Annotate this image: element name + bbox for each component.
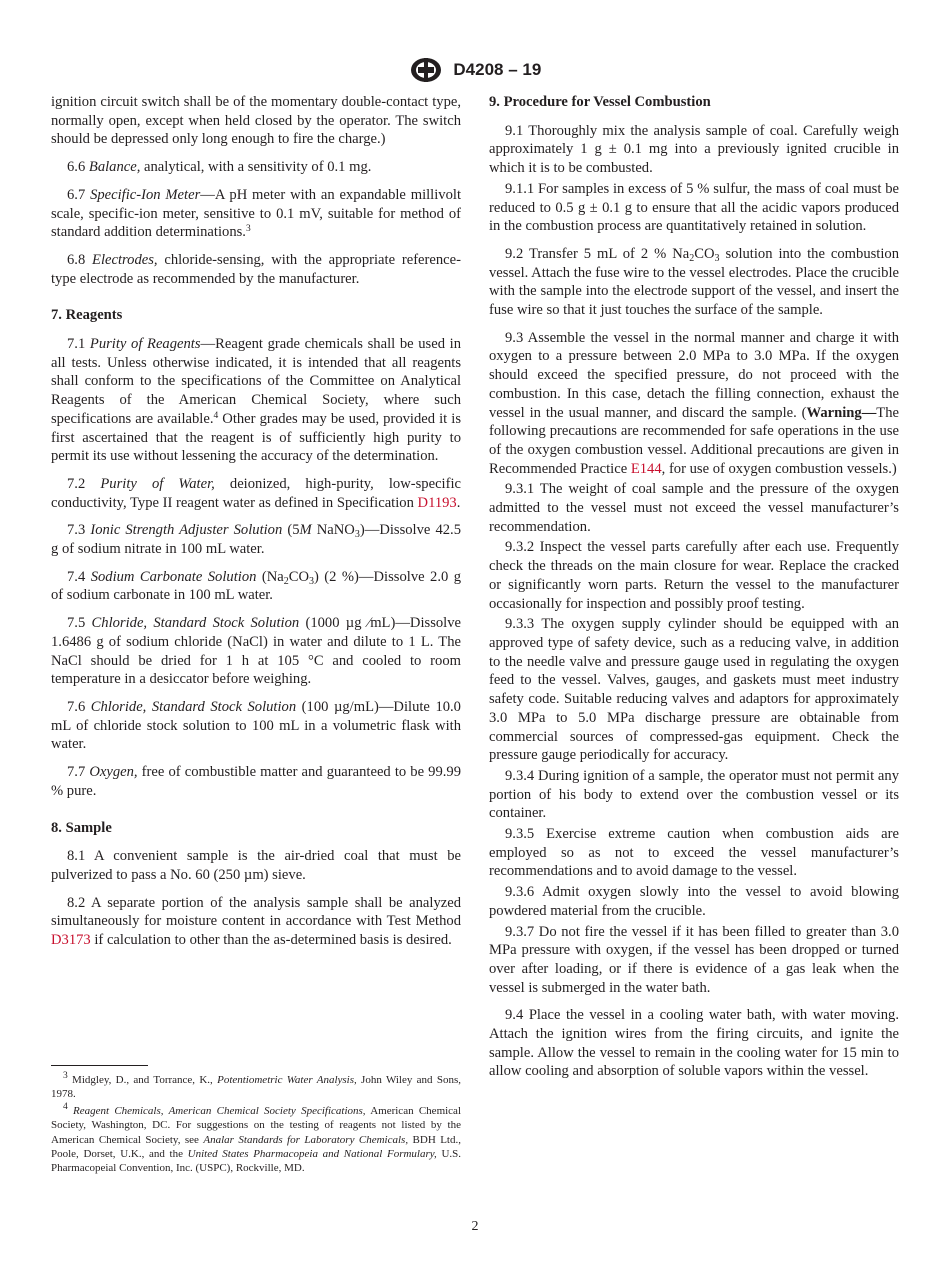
paragraph-7-2: 7.2 Purity of Water, deionized, high-purity, low-specific conductivity, Type II reagent water as defined in Specification D1193. [51, 475, 462, 511]
footnote-3: $^3$ Midgley, D., and Torrance, K., Potentiometric Water Analysis, John Wiley and Sons, 1978. [51, 1071, 461, 1101]
paragraph-6-6: 6.6 Balance, analytical, with a sensitivity of 0.1 mg. [67, 159, 372, 176]
paragraph-8-1: 8.1 A convenient sample is the air-dried coal that must be pulverized to pass a No. 60 (250 µm) sieve. [51, 848, 461, 883]
paragraph-9-4: 9.4 Place the vessel in a cooling water bath, with water moving. Attach the ignition wires from the firing circuits, and ignite the sample. Allow the vessel to remain in the cooling water for 15 min to allow cooling and absorption of soluble vapors within the vessel. [489, 1007, 899, 1080]
paragraph-9-3-7: 9.3.7 Do not fire the vessel if it has been filled to greater than 3.0 MPa pressure with oxygen, if the vessel has been dropped or turned over after loading, or if there is evidence of a gas leak when the vessel is submerged in the water bath. [489, 923, 899, 996]
left-column [51, 93, 461, 959]
astm-logo-icon [409, 56, 443, 84]
paragraph-9-3-3: 9.3.3 The oxygen supply cylinder should be equipped with an approved type of safety device, such as a reducing valve, in addition to the needle valve and pressure gauge used in regulating the oxygen feed to the vessel. Valves, gauges, and gaskets must meet industry safety code. Suitable reducing valves and adaptors for approximately 3.0 MPa to 5.0 MPa discharge pressure are obtainable from commercial sources of compressed-gas equipment. Check the pressure gauge periodically for accuracy. [489, 616, 899, 764]
document-id: D4208 – 19 [453, 60, 542, 79]
paragraph-7-4: 7.4 Sodium Carbonate Solution $(Na_2CO_3)$ (2 %)—Dissolve 2.0 g of sodium carbonate in 100 mL water. [51, 568, 461, 604]
link-d3173[interactable]: D3173 [51, 932, 91, 949]
paragraph-7-6: 7.6 Chloride, Standard Stock Solution (100 µg/mL)—Dilute 10.0 mL of chloride stock solution to 100 mL in a volumetric flask with water. [51, 698, 461, 753]
paragraph-9-1: 9.1 Thoroughly mix the analysis sample of coal. Carefully weigh approximately 1 g ± 0.1 mg into a previously ignited crucible in which it is to be combusted. [489, 122, 899, 177]
paragraph-9-3-5: 9.3.5 Exercise extreme caution when combustion aids are employed so as not to exceed the vessel manufacturer’s recommendations and to avoid damage to the vessel. [489, 826, 899, 880]
footnote-4: $^4$ Reagent Chemicals, American Chemical Society Specifications, American Chemical Society, Washington, DC. For suggestions on the testing of reagents not listed by the American Chemical Society, see Analar Standards for Laboratory Chemicals, BDH Ltd., Poole, Dorset, U.K., and the United States Pharmacopeia and National Formulary, U.S. Pharmacopeial Convention, Inc. (USPC), Rockville, MD. [51, 1101, 462, 1175]
paragraph-8-2: 8.2 A separate portion of the analysis sample shall be analyzed simultaneously for moisture content in accordance with Test Method D3173 if calculation to other than the as-determined basis is desired. [51, 894, 461, 949]
paragraph-7-7: 7.7 Oxygen, free of combustible matter and guaranteed to be 99.99 % pure. [51, 764, 461, 799]
paragraph-6-11-continuation: ignition circuit switch shall be of the momentary double-contact type, normally open, except when held closed by the operator. The switch should be depressed only long enough to fire the charge.) [51, 94, 461, 148]
paragraph-9-3: 9.3 Assemble the vessel in the normal manner and charge it with oxygen to a pressure between 2.0 MPa to 3.0 MPa. If the oxygen should exceed the specified pressure, do not proceed with the combustion. In this case, detach the filling connection, exhaust the vessel in the usual manner, and discard the sample. (Warning—The following precautions are recommended for safe operations in the use of the oxygen combustion vessel. Additional precautions are given in Recommended Practice E144, for use of oxygen combustion vessels.) [489, 329, 899, 477]
footnote-ref-4: 4 [213, 410, 219, 421]
page-header [0, 56, 950, 84]
footnote-ref-3: 3 [245, 224, 251, 235]
footnotes [51, 1073, 461, 1178]
paragraph-9-1-1: 9.1.1 For samples in excess of 5 % sulfur, the mass of coal must be reduced to 0.5 g ± 0.1 g to ensure that all the acidic vapors produced in the combustion process are quantitatively retained in solution. [489, 180, 899, 235]
right-column [489, 93, 899, 1090]
paragraph-6-7: 6.7 Specific-Ion Meter—A pH meter with an expandable millivolt scale, specific-ion meter, sensitive to 0.1 mV, suitable for method of standard addition determinations.$^3$ [51, 186, 461, 241]
paragraph-9-3-1: 9.3.1 The weight of coal sample and the pressure of the oxygen admitted to the vessel must not exceed the vessel manufacturer’s recommendation. [489, 481, 899, 535]
paragraph-7-3: 7.3 Ionic Strength Adjuster Solution (5M NaNO$_3$)—Dissolve 42.5 g of sodium nitrate in 100 mL water. [51, 522, 461, 558]
page-number: 2 [471, 1219, 479, 1234]
paragraph-9-3-2: 9.3.2 Inspect the vessel parts carefully after each use. Frequently check the threads on the main closure for wear. Replace the cracked or significantly worn parts. Return the vessel to the manufacturer occasionally for inspection and possibly proof testing. [489, 539, 899, 612]
footnote-divider [51, 1065, 148, 1066]
paragraph-7-5: 7.5 Chloride, Standard Stock Solution (1000 µg ⁄mL)—Dissolve 1.6486 g of sodium chloride (NaCl) in water and dilute to 1 L. The NaCl should be dried for 1 h at 105 °C and cooled to room temperature in a desiccator before weighing. [51, 615, 462, 688]
link-d1193[interactable]: D1193 [417, 494, 457, 511]
paragraph-9-2: 9.2 Transfer 5 mL of 2 % $Na_2CO_3$ solution into the combustion vessel. Attach the fuse wire to the vessel electrodes. Place the crucible with the sample into the electrode support of the vessel, and insert the fuse wire so that it just touches the surface of the sample. [489, 245, 899, 319]
paragraph-6-8: 6.8 Electrodes, chloride-sensing, with the appropriate reference-type electrode as recommended by the manufacturer. [51, 251, 461, 287]
link-e144[interactable]: E144 [630, 460, 662, 477]
paragraph-7-1: 7.1 Purity of Reagents—Reagent grade chemicals shall be used in all tests. Unless otherwise indicated, it is intended that all reagents shall conform to the specifications of the Committee on Analytical Reagents of the American Chemical Society, where such specifications are available.$^4$ Other grades may be used, provided it is first ascertained that the reagent is of sufficiently high purity to permit its use without lessening the accuracy of the determination. [51, 336, 462, 465]
section-9-heading: 9. Procedure for Vessel Combustion [489, 94, 711, 110]
paragraph-9-3-4: 9.3.4 During ignition of a sample, the operator must not permit any portion of his body to extend over the combustion vessel or its container. [489, 767, 899, 822]
paragraph-9-3-6: 9.3.6 Admit oxygen slowly into the vessel to avoid blowing powdered material from the crucible. [489, 884, 899, 919]
section-7-heading: 7. Reagents [51, 307, 123, 324]
section-8-heading: 8. Sample [51, 819, 112, 836]
